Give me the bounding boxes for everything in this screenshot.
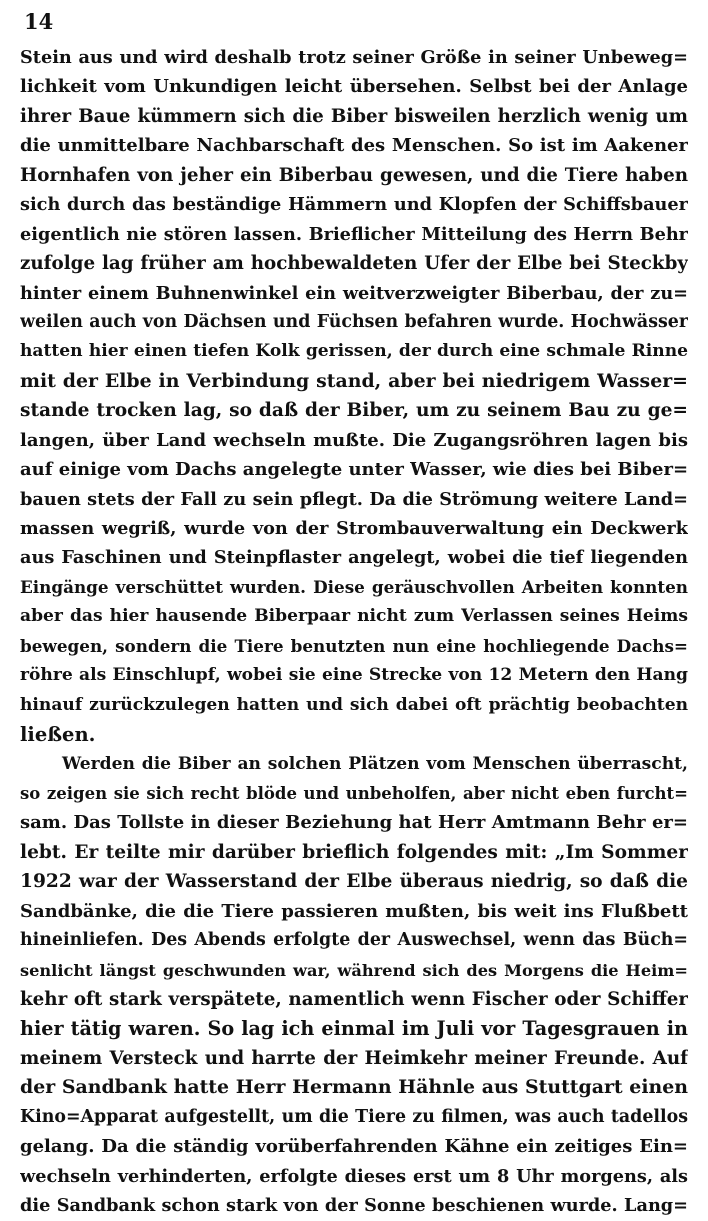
text-line: eigentlich nie stören lassen. Brieflicher Mitteilung des Herrn Behr <box>20 223 688 245</box>
text-line: hier tätig waren. So lag ich einmal im Juli vor Tagesgrauen in <box>20 1017 688 1041</box>
text-line: stande trocken lag, so daß der Biber, um zu seinem Bau zu ge= <box>20 400 688 422</box>
text-line: der Sandbank hatte Herr Hermann Hähnle aus Stuttgart einen <box>20 1076 688 1099</box>
text-line: bauen stets der Fall zu sein pflegt. Da die Strömung weitere Land= <box>20 488 688 510</box>
text-line: senlicht längst geschwunden war, während sich des Morgens die Heim= <box>20 960 688 980</box>
text-line: meinem Versteck und harrte der Heimkehr meiner Freunde. Auf <box>20 1047 688 1069</box>
text-line: kehr oft stark verspätete, namentlich wenn Fischer oder Schiffer <box>20 989 688 1010</box>
text-line: so zeigen sie sich recht blöde und unbeholfen, aber nicht eben furcht= <box>20 783 688 803</box>
text-line: Stein aus und wird deshalb trotz seiner Größe in seiner Unbeweg= <box>20 47 688 68</box>
text-line: ließen. <box>20 723 96 747</box>
page-number: 14 <box>24 9 54 34</box>
text-line: aus Faschinen und Steinpflaster angelegt, wobei die tief liegenden <box>20 547 688 569</box>
paragraph-2 <box>20 750 688 1221</box>
text-line: gelang. Da die ständig vorüberfahrenden Kähne ein zeitiges Ein= <box>20 1136 688 1158</box>
text-line: Kino=Apparat aufgestellt, um die Tiere zu filmen, was auch tadellos <box>20 1106 688 1127</box>
text-line: hinter einem Buhnenwinkel ein weitverzweigter Biberbau, der zu= <box>20 282 688 304</box>
text-line: Sandbänke, die die Tiere passieren mußten, bis weit ins Flußbett <box>20 900 688 922</box>
text-line: aber das hier hausende Biberpaar nicht zum Verlassen seines Heims <box>20 606 688 627</box>
text-line: auf einige vom Dachs angelegte unter Wasser, wie dies bei Biber= <box>20 459 688 481</box>
text-line: sich durch das beständige Hämmern und Klopfen der Schiffsbauer <box>20 194 688 216</box>
text-line: mit der Elbe in Verbindung stand, aber bei niedrigem Wasser= <box>20 369 688 392</box>
text-line: hatten hier einen tiefen Kolk gerissen, der durch eine schmale Rinne <box>20 341 688 362</box>
text-line: wechseln verhinderten, erfolgte dieses erst um 8 Uhr morgens, als <box>20 1165 688 1187</box>
text-line: lichkeit vom Unkundigen leicht übersehen. Selbst bei der Anlage <box>20 76 688 98</box>
text-line: die Sandbank schon stark von der Sonne beschienen wurde. Lang= <box>20 1195 688 1217</box>
text-line: Eingänge verschüttet wurden. Diese geräuschvollen Arbeiten konnten <box>20 576 688 597</box>
text-line: sam. Das Tollste in dieser Beziehung hat Herr Amtmann Behr er= <box>20 812 688 834</box>
text-line: weilen auch von Dächsen und Füchsen befahren wurde. Hochwässer <box>20 311 688 332</box>
text-line: 1922 war der Wasserstand der Elbe überaus niedrig, so daß die <box>20 871 688 893</box>
text-line: hineinliefen. Des Abends erfolgte der Auswechsel, wenn das Büch= <box>20 930 688 951</box>
text-line: zufolge lag früher am hochbewaldeten Ufer der Elbe bei Steckby <box>20 253 688 275</box>
text-line: langen, über Land wechseln mußte. Die Zugangsröhren lagen bis <box>20 429 688 451</box>
paragraph-1 <box>20 43 688 750</box>
text-line: lebt. Er teilte mir darüber brieflich folgendes mit: „Im Sommer <box>20 841 688 863</box>
text-line: massen wegriß, wurde von der Strombauverwaltung ein Deckwerk <box>20 518 688 539</box>
text-line: die unmittelbare Nachbarschaft des Menschen. So ist im Aakener <box>20 135 688 157</box>
text-line: hinauf zurückzulegen hatten und sich dabei oft prächtig beobachten <box>20 694 688 715</box>
text-line: röhre als Einschlupf, wobei sie eine Strecke von 12 Metern den Hang <box>20 665 688 686</box>
text-line: Hornhafen von jeher ein Biberbau gewesen, und die Tiere haben <box>20 164 688 186</box>
text-line: ihrer Baue kümmern sich die Biber bisweilen herzlich wenig um <box>20 105 688 127</box>
text-line: bewegen, sondern die Tiere benutzten nun eine hochliegende Dachs= <box>20 635 688 656</box>
text-line: Werden die Biber an solchen Plätzen vom Menschen überrascht, <box>62 753 688 774</box>
